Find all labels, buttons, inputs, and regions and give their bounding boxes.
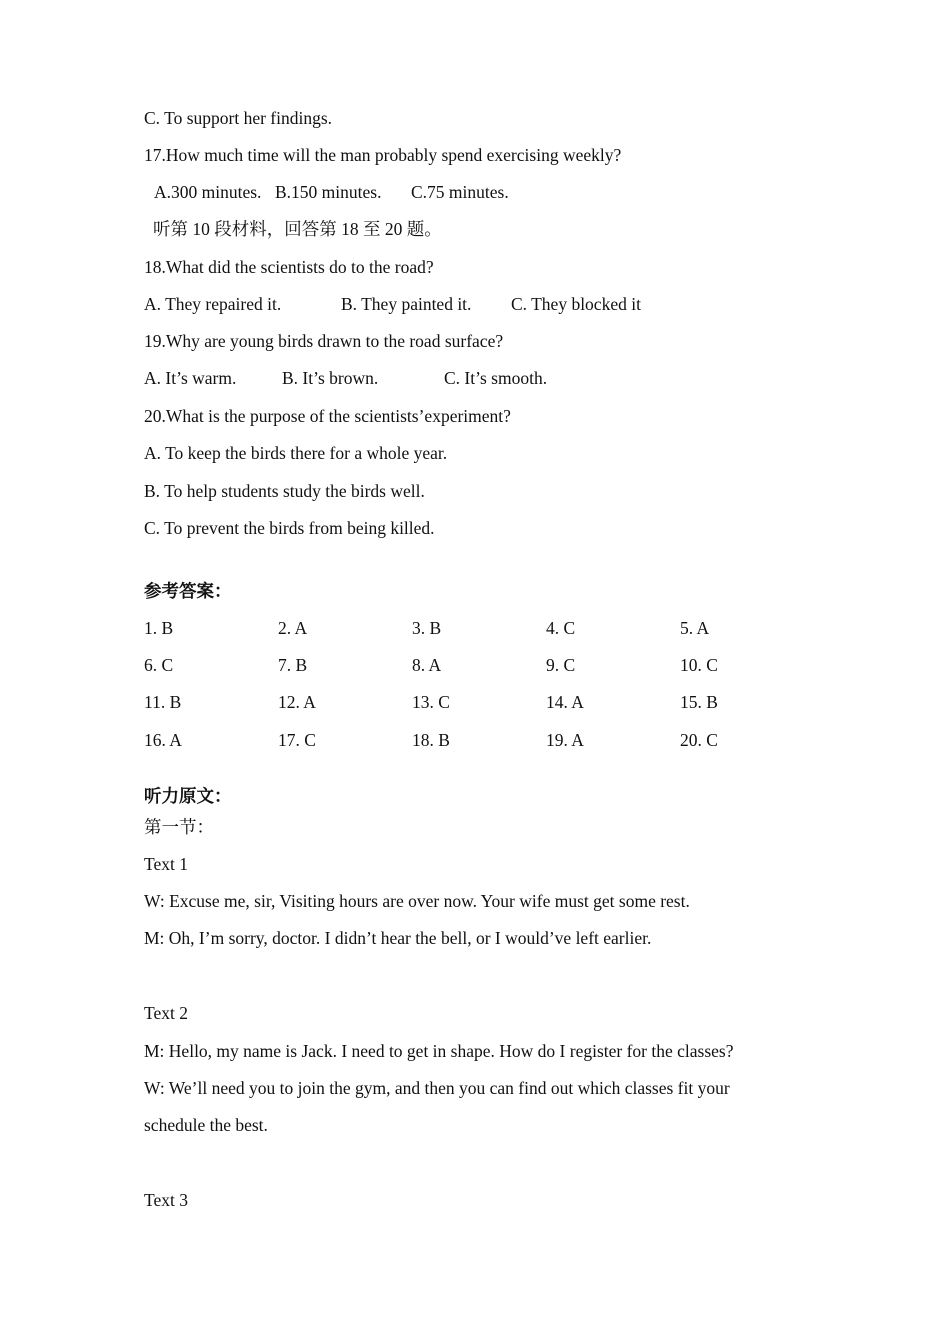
answer-cell: 15. B [680, 692, 718, 712]
q19-option-c: C. It’s smooth. [444, 368, 548, 388]
answer-cell: 3. B [412, 618, 442, 638]
q19-option-a: A. It’s warm. [144, 368, 237, 388]
answer-cell: 1. B [144, 618, 174, 638]
answer-cell: 12. A [278, 692, 316, 712]
section10-instruction: 听第 10 段材料，回答第 18 至 20 题。 [153, 219, 442, 239]
answers-heading: 参考答案： [144, 581, 232, 601]
answer-cell: 11. B [144, 692, 182, 712]
answer-cell: 16. A [144, 730, 182, 750]
text3-title: Text 3 [144, 1190, 188, 1210]
q18-option-b: B. They painted it. [341, 294, 472, 314]
q19-option-b: B. It’s brown. [282, 368, 379, 388]
q19-stem: 19.Why are young birds drawn to the road surface? [144, 331, 504, 351]
text2-title: Text 2 [144, 1003, 188, 1023]
answer-cell: 18. B [412, 730, 450, 750]
answer-cell: 5. A [680, 618, 710, 638]
text1-line: M: Oh, I’m sorry, doctor. I didn’t hear the bell, or I would’ve left earlier. [144, 928, 652, 948]
q17-stem: 17.How much time will the man probably spend exercising weekly? [144, 145, 622, 165]
text2-line: M: Hello, my name is Jack. I need to get in shape. How do I register for the classes? [144, 1041, 734, 1061]
text2-line: schedule the best. [144, 1115, 268, 1135]
q20-stem: 20.What is the purpose of the scientists’experiment? [144, 406, 511, 426]
answer-cell: 4. C [546, 618, 576, 638]
q17-option-c: C.75 minutes. [411, 182, 509, 202]
transcript-heading: 听力原文： [144, 786, 232, 806]
q18-option-c: C. They blocked it [511, 294, 641, 314]
text1-line: W: Excuse me, sir, Visiting hours are over now. Your wife must get some rest. [144, 891, 690, 911]
answer-cell: 14. A [546, 692, 584, 712]
q17-option-a: A.300 minutes. [154, 182, 262, 202]
q18-stem: 18.What did the scientists do to the road? [144, 257, 434, 277]
answer-cell: 17. C [278, 730, 316, 750]
answer-cell: 6. C [144, 655, 174, 675]
q20-option-c: C. To prevent the birds from being killed. [144, 518, 435, 538]
answer-cell: 13. C [412, 692, 450, 712]
answer-cell: 10. C [680, 655, 718, 675]
answer-cell: 9. C [546, 655, 576, 675]
answer-cell: 19. A [546, 730, 584, 750]
text1-title: Text 1 [144, 854, 188, 874]
answer-cell: 20. C [680, 730, 718, 750]
q20-option-b: B. To help students study the birds well. [144, 481, 425, 501]
answer-cell: 7. B [278, 655, 308, 675]
text2-line: W: We’ll need you to join the gym, and then you can find out which classes fit your [144, 1078, 730, 1098]
section-label: 第一节： [144, 817, 214, 837]
q17-option-b: B.150 minutes. [275, 182, 382, 202]
answer-cell: 8. A [412, 655, 442, 675]
q18-option-a: A. They repaired it. [144, 294, 282, 314]
q20-option-a: A. To keep the birds there for a whole year. [144, 443, 448, 463]
answer-cell: 2. A [278, 618, 308, 638]
q16-option-c: C. To support her findings. [144, 108, 333, 128]
